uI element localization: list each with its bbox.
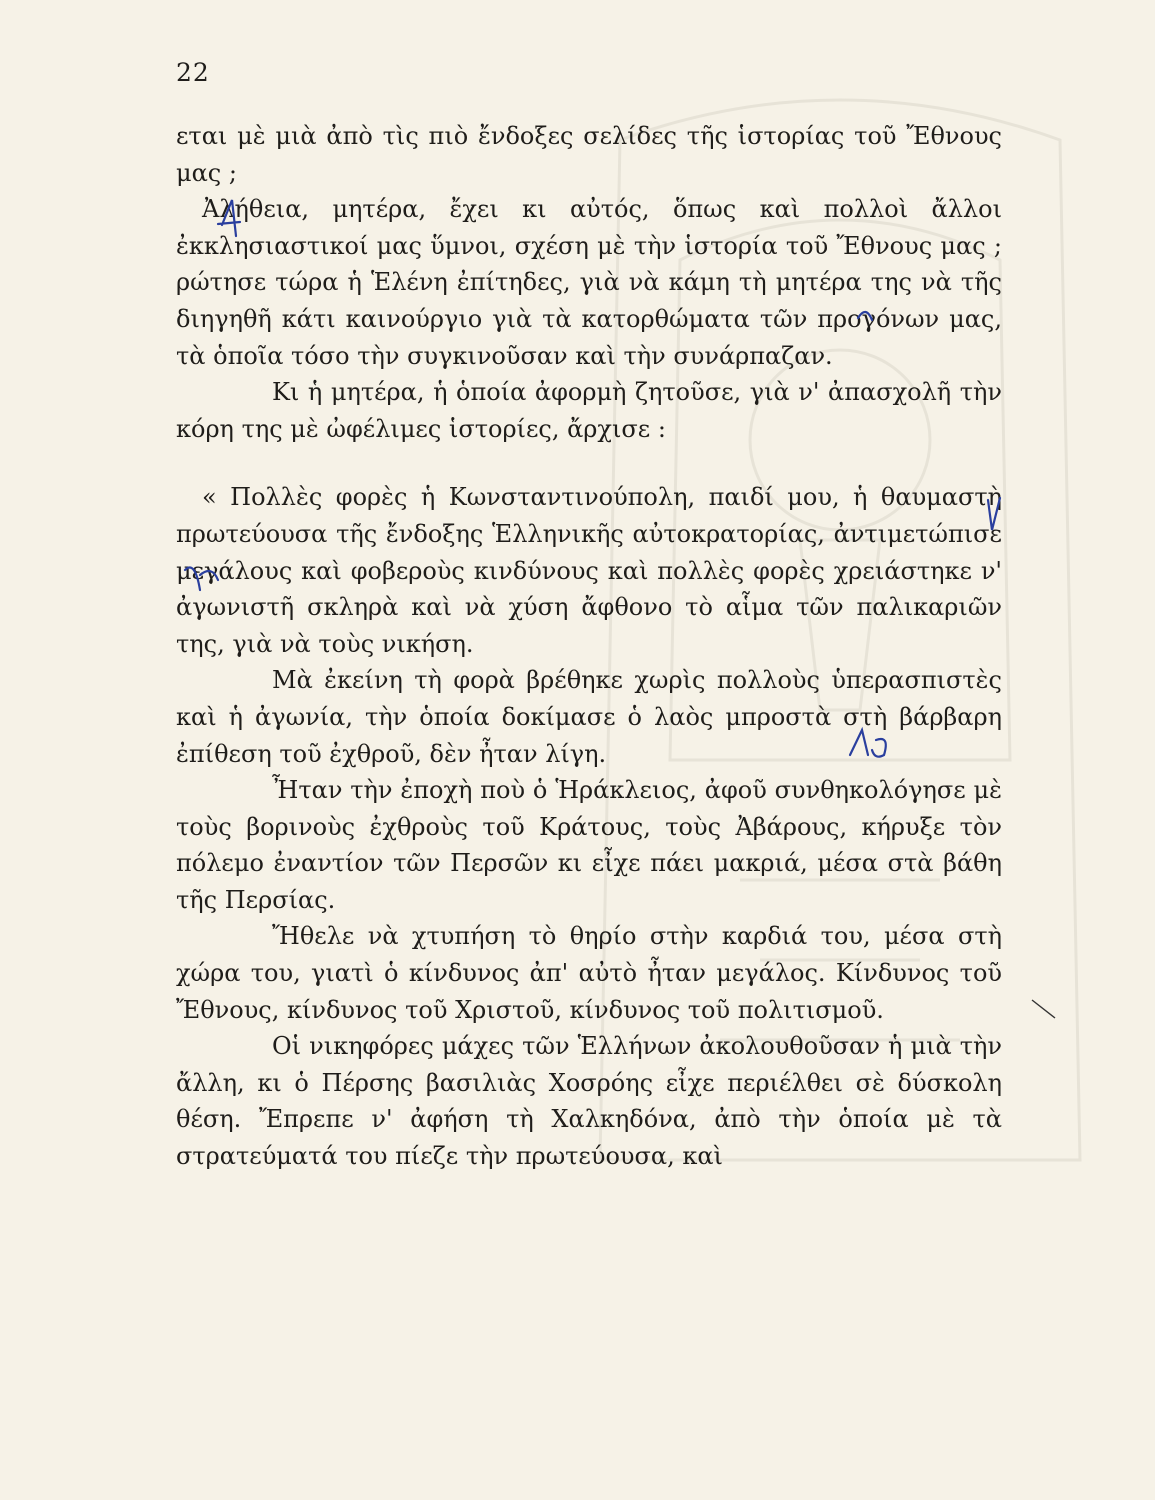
paragraph-4: « Πολλὲς φορὲς ἡ Κωνσταντινούπολη, παιδί μου, ἡ θαυμαστὴ πρωτεύουσα τῆς ἔνδοξης Ἑλληνικῆς αὐτοκρατορίας, ἀντιμετώπισε μεγάλους καὶ φοβεροὺς κινδύνους καὶ πολλὲς φορὲς χρειάστηκε ν' ἀγωνιστῆ σκληρὰ καὶ νὰ χύση ἄφθονο τὸ αἷμα τῶν παλικαριῶν της, γιὰ νὰ τοὺς νικήση. (176, 483, 1002, 658)
paragraph-1: εται μὲ μιὰ ἀπὸ τὶς πιὸ ἔνδοξες σελίδες τῆς ἱστορίας τοῦ Ἔθνους μας ; (176, 122, 1002, 187)
paragraph-3: Κι ἡ μητέρα, ἡ ὁποία ἀφορμὴ ζητοῦσε, γιὰ ν' ἀπασχολῆ τὴν κόρη της μὲ ὠφέλιμες ἱστορίες, ἄρχισε : (176, 378, 1002, 443)
paragraph-8: Οἱ νικηφόρες μάχες τῶν Ἑλλήνων ἀκολουθοῦσαν ἡ μιὰ τὴν ἄλλη, κι ὁ Πέρσης βασιλιὰς Χοσρόης εἶχε περιέλθει σὲ δύσκολη θέση. Ἔπρεπε ν' ἀφήση τὴ Χαλκηδόνα, ἀπὸ τὴν ὁποία μὲ τὰ στρατεύματά του πίεζε τὴν πρωτεύουσα, καὶ (176, 1032, 1002, 1171)
paragraph-7: Ἤθελε νὰ χτυπήση τὸ θηρίο στὴν καρδιά του, μέσα στὴ χώρα του, γιατὶ ὁ κίνδυνος ἀπ' αὐτὸ ἦταν μεγάλος. Κίνδυνος τοῦ Ἔθνους, κίνδυνος τοῦ Χριστοῦ, κίνδυνος τοῦ πολιτισμοῦ. (176, 922, 1002, 1024)
paragraph-2: Ἀλήθεια, μητέρα, ἔχει κι αὐτός, ὅπως καὶ πολλοὶ ἄλλοι ἐκκλησιαστικοί μας ὕμνοι, σχέση μὲ τὴν ἱστορία τοῦ Ἔθνους μας ; ρώτησε τώρα ἡ Ἑλένη ἐπίτηδες, γιὰ νὰ κάμη τὴ μητέρα της νὰ τῆς διηγηθῆ κάτι καινούργιο γιὰ τὰ κατορθώματα τῶν προγόνων μας, τὰ ὁποῖα τόσο τὴν συγκινοῦσαν καὶ τὴν συνάρπαζαν. (176, 195, 1002, 370)
page-number: 22 (176, 58, 210, 87)
paragraph-6: Ἦταν τὴν ἐποχὴ ποὺ ὁ Ἡράκλειος, ἀφοῦ συνθηκολόγησε μὲ τοὺς βορινοὺς ἐχθροὺς τοῦ Κράτους, τοὺς Ἀβάρους, κήρυξε τὸν πόλεμο ἐναντίον τῶν Περσῶν κι εἶχε πάει μακριά, μέσα στὰ βάθη τῆς Περσίας. (176, 776, 1002, 914)
body-text (176, 118, 1002, 1175)
paragraph-5: Μὰ ἐκείνη τὴ φορὰ βρέθηκε χωρὶς πολλοὺς ὑπερασπιστὲς καὶ ἡ ἀγωνία, τὴν ὁποία δοκίμασε ὁ λαὸς μπροστὰ στὴ βάρβαρη ἐπίθεση τοῦ ἐχθροῦ, δὲν ἦταν λίγη. (176, 666, 1002, 768)
